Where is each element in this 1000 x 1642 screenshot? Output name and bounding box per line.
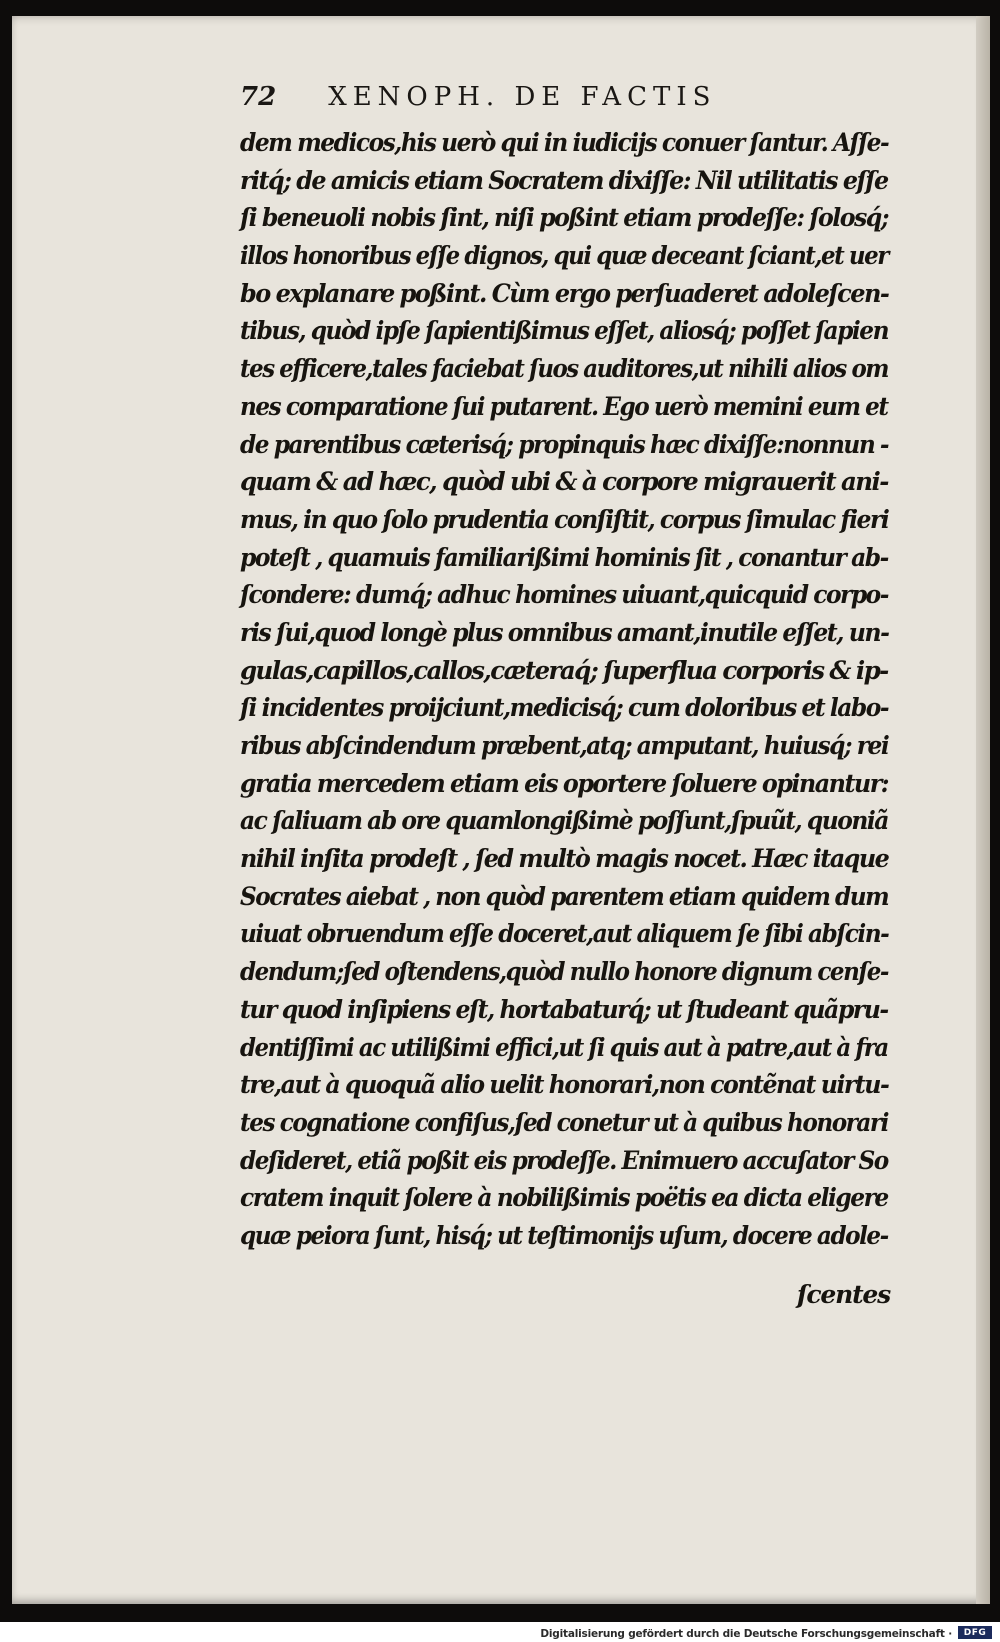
text-line: gulas,capillos,callos,cæteraq́; ſuperflua corporis & ip- bbox=[240, 655, 888, 685]
text-line: ribus abſcindendum præbent,atq; amputant, huiusq́; rei bbox=[240, 731, 889, 760]
text-line: quæ peiora ſunt, hisq́; ut teſtimonijs uſum, docere adole- bbox=[240, 1220, 888, 1250]
footer-bar bbox=[0, 1622, 1000, 1642]
text-line: dem medicos,his uerò qui in iudicijs conuer ſantur. Aſſe- bbox=[240, 128, 889, 157]
funding-credit: Digitalisierung gefördert durch die Deutsche Forschungsgemeinschaft · bbox=[540, 1628, 952, 1640]
running-head bbox=[240, 82, 800, 112]
text-line: ſi incidentes proijciunt,medicisq́; cum doloribus et labo- bbox=[240, 693, 889, 723]
text-line: dentiſſimi ac utilißimi effici,ut ſi quis aut à patre,aut à fra bbox=[240, 1032, 888, 1062]
text-line: ſi beneuoli nobis ſint, niſi poßint etiam prodeſſe: ſolosq́; bbox=[240, 203, 889, 233]
text-line: tes cognatione confiſus,ſed conetur ut à quibus honorari bbox=[240, 1107, 888, 1137]
dfg-logo-icon: DFG bbox=[958, 1626, 992, 1639]
text-line: mus, in quo ſolo prudentia conſiſtit, corpus ſimulac fieri bbox=[240, 504, 889, 534]
page-edge-shadow bbox=[976, 16, 990, 1604]
text-line: illos honoribus eſſe dignos, qui quæ deceant ſciant,et uer bbox=[240, 241, 888, 271]
text-line: ſcondere: dumq́; adhuc homines uiuant,quicquid corpo- bbox=[240, 580, 888, 610]
text-line: de parentibus cæterisq́; propinquis hæc dixiſſe:nonnun - bbox=[240, 429, 889, 459]
main-text-block bbox=[240, 124, 888, 1255]
text-line: tes efficere,tales faciebat ſuos auditores,ut nihili alios om bbox=[240, 354, 888, 384]
text-line: deſideret, etiã poßit eis prodeſſe. Enimuero accuſator So bbox=[240, 1145, 888, 1175]
page-number: 72 bbox=[240, 82, 277, 112]
text-line: tre,aut à quoquã alio uelit honorari,non contẽnat uirtu- bbox=[240, 1070, 889, 1100]
text-line: dendum;ſed oſtendens,quòd nullo honore dignum cenſe- bbox=[240, 957, 889, 987]
text-line: ris ſui,quod longè plus omnibus amant,inutile eſſet, un- bbox=[240, 617, 889, 647]
text-line: poteſt , quamuis familiarißimi hominis ſit , conantur ab- bbox=[240, 542, 888, 572]
text-line: bo explanare poßint. Cùm ergo perſuaderet adoleſcen- bbox=[240, 278, 889, 308]
text-line: ac ſaliuam ab ore quamlongißimè poſſunt,ſpuũt, quoniã bbox=[240, 806, 888, 836]
text-line: tur quod inſipiens eſt, hortabaturq́; ut ſtudeant quãpru- bbox=[240, 994, 888, 1024]
text-line: Socrates aiebat , non quòd parentem etiam quidem dum bbox=[240, 881, 889, 911]
text-line: cratem inquit ſolere à nobilißimis poëtis ea dicta eligere bbox=[240, 1183, 888, 1213]
text-line: uiuat obruendum eſſe doceret,aut aliquem ſe ſibi abſcin- bbox=[240, 919, 889, 949]
running-title: XENOPH. DE FACTIS bbox=[328, 82, 717, 112]
catchword: ſcentes bbox=[796, 1280, 890, 1309]
text-line: gratia mercedem etiam eis oportere ſoluere opinantur: bbox=[240, 768, 889, 798]
text-line: nes comparatione ſui putarent. Ego uerò memini eum et bbox=[240, 391, 888, 421]
text-line: ritq́; de amicis etiam Socratem dixiſſe: Nil utilitatis eſſe bbox=[240, 165, 888, 195]
text-line: nihil inſita prodeſt , ſed multò magis nocet. Hæc itaque bbox=[240, 844, 889, 874]
text-line: tibus, quòd ipſe ſapientißimus eſſet, aliosq́; poſſet ſapien bbox=[240, 316, 889, 346]
text-line: quam & ad hæc, quòd ubi & à corpore migrauerit ani- bbox=[240, 467, 888, 497]
